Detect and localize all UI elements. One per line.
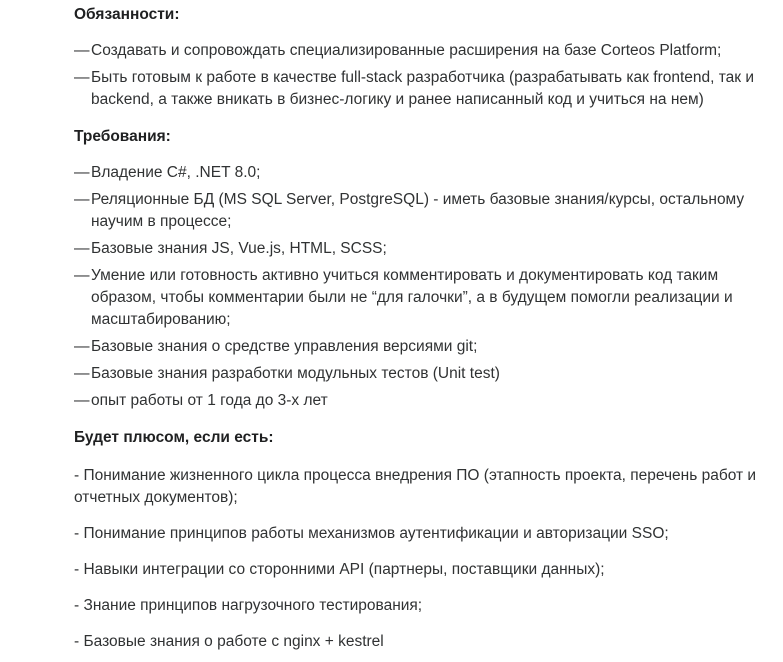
list-item-text: Базовые знания разработки модульных тестов (Unit test) xyxy=(91,365,500,382)
dash-bullet-icon: — xyxy=(74,338,90,355)
dash-bullet-icon: — xyxy=(74,164,90,181)
list-item xyxy=(74,238,764,260)
plus-item: - Понимание жизненного цикла процесса внедрения ПО (этапность проекта, перечень работ и отчетных документов); xyxy=(74,467,757,506)
list-item-text: Умение или готовность активно учиться комментировать и документировать код таким образом, чтобы комментарии были не “для галочки”, а в будущем помогли реализации и масштабированию; xyxy=(91,267,733,328)
dash-bullet-icon: — xyxy=(74,365,90,382)
plus-item: - Понимание принципов работы механизмов аутентификации и авторизации SSO; xyxy=(74,525,669,542)
list-item xyxy=(74,67,764,111)
list-item-text: опыт работы от 1 года до 3-х лет xyxy=(91,392,328,409)
section-title-responsibilities: Обязанности: xyxy=(74,6,180,23)
dash-bullet-icon: — xyxy=(74,69,90,86)
plus-item: - Знание принципов нагрузочного тестирования; xyxy=(74,597,423,614)
section-title-requirements: Требования: xyxy=(74,128,171,145)
list-item-text: Быть готовым к работе в качестве full-stack разработчика (разрабатывать как frontend, так и backend, а также вникать в бизнес-логику и ранее написанный код и учиться на нем) xyxy=(91,69,755,108)
requirements-list xyxy=(74,162,764,417)
plus-item: - Базовые знания о работе с nginx + kestrel xyxy=(74,633,384,650)
responsibilities-list xyxy=(74,40,764,116)
dash-bullet-icon: — xyxy=(74,267,90,284)
list-item xyxy=(74,390,764,412)
dash-bullet-icon: — xyxy=(74,240,90,257)
list-item-text: Базовые знания о средстве управления версиями git; xyxy=(91,338,478,355)
dash-bullet-icon: — xyxy=(74,191,90,208)
list-item-text: Владение C#, .NET 8.0; xyxy=(91,164,261,181)
list-item-text: Создавать и сопровождать специализированные расширения на базе Corteos Platform; xyxy=(91,42,722,59)
list-item xyxy=(74,40,764,62)
list-item-text: Базовые знания JS, Vue.js, HTML, SCSS; xyxy=(91,240,387,257)
list-item xyxy=(74,189,764,233)
section-title-nice-to-have: Будет плюсом, если есть: xyxy=(74,429,274,446)
dash-bullet-icon: — xyxy=(74,42,90,59)
list-item xyxy=(74,162,764,184)
list-item xyxy=(74,265,764,331)
list-item-text: Реляционные БД (MS SQL Server, PostgreSQL) - иметь базовые знания/курсы, остальному научим в процессе; xyxy=(91,191,745,230)
plus-item: - Навыки интеграции со сторонними API (партнеры, поставщики данных); xyxy=(74,561,605,578)
dash-bullet-icon: — xyxy=(74,392,90,409)
list-item xyxy=(74,363,764,385)
list-item xyxy=(74,336,764,358)
